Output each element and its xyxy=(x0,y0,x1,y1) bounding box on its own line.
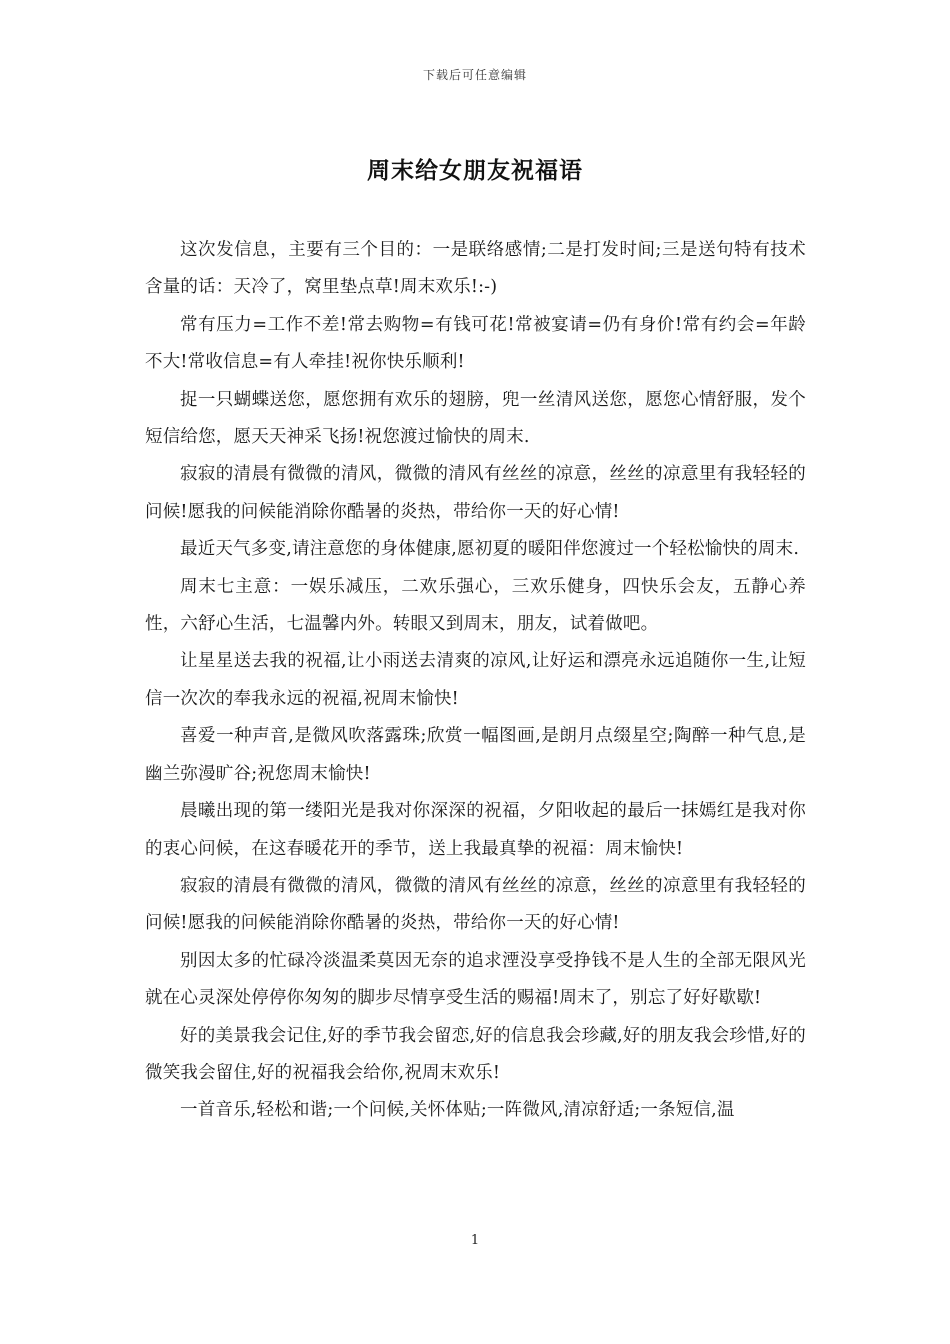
paragraph: 一首音乐,轻松和谐;一个问候,关怀体贴;一阵微风,清凉舒适;一条短信,温 xyxy=(180,1100,735,1121)
paragraph: 寂寂的清晨有微微的清风，微微的清风有丝丝的凉意，丝丝的凉意里有我轻轻的问候!愿我的问候能消除你酷暑的炎热，带给你一天的好心情! xyxy=(145,464,806,522)
paragraph: 捉一只蝴蝶送您，愿您拥有欢乐的翅膀，兜一丝清风送您，愿您心情舒服，发个短信给您，愿天天神采飞扬!祝您渡过愉快的周末. xyxy=(145,389,806,448)
paragraph: 别因太多的忙碌冷淡温柔莫因无奈的追求湮没享受挣钱不是人生的全部无限风光就在心灵深处停停你匆匆的脚步尽情享受生活的赐福!周末了，别忘了好好歇歇! xyxy=(145,950,806,1009)
page-number: 1 xyxy=(470,1233,480,1248)
paragraph: 这次发信息，主要有三个目的：一是联络感情;二是打发时间;三是送句特有技术含量的话：天冷了，窝里垫点草!周末欢乐!:-) xyxy=(145,240,806,298)
document-body xyxy=(145,232,806,1130)
paragraph: 让星星送去我的祝福,让小雨送去清爽的凉风,让好运和漂亮永远追随你一生,让短信一次次的奉我永远的祝福,祝周末愉快! xyxy=(145,651,806,709)
paragraph: 晨曦出现的第一缕阳光是我对你深深的祝福，夕阳收起的最后一抹嫣红是我对你的衷心问候，在这春暖花开的季节，送上我最真挚的祝福：周末愉快! xyxy=(145,801,806,859)
paragraph: 寂寂的清晨有微微的清风，微微的清风有丝丝的凉意，丝丝的凉意里有我轻轻的问候!愿我的问候能消除你酷暑的炎热，带给你一天的好心情! xyxy=(145,875,806,934)
paragraph: 常有压力=工作不差!常去购物=有钱可花!常被宴请=仍有身价!常有约会=年龄不大!常收信息=有人牵挂!祝你快乐顺利! xyxy=(145,314,806,373)
paragraph: 周末七主意：一娱乐减压，二欢乐强心，三欢乐健身，四快乐会友，五静心养性，六舒心生活，七温馨内外。转眼又到周末，朋友，试着做吧。 xyxy=(145,576,806,635)
header-note: 下载后可任意编辑 xyxy=(422,68,527,82)
paragraph: 好的美景我会记住,好的季节我会留恋,好的信息我会珍藏,好的朋友我会珍惜,好的微笑我会留住,好的祝福我会给你,祝周末欢乐! xyxy=(145,1025,806,1083)
paragraph: 最近天气多变,请注意您的身体健康,愿初夏的暖阳伴您渡过一个轻松愉快的周末. xyxy=(180,539,800,560)
paragraph: 喜爱一种声音,是微风吹落露珠;欣赏一幅图画,是朗月点缀星空;陶醉一种气息,是幽兰弥漫旷谷;祝您周末愉快! xyxy=(145,726,806,784)
document-title: 周末给女朋友祝福语 xyxy=(367,157,583,184)
